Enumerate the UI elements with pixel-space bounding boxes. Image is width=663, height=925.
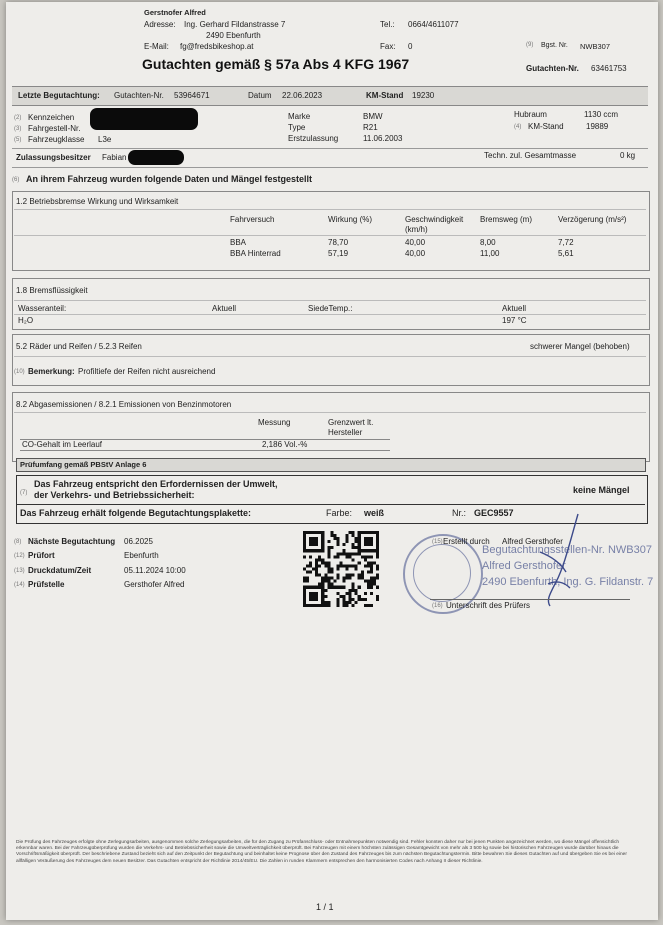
stamp-line-1: Begutachtungsstellen-Nr. NWB307	[482, 544, 652, 556]
signature-scribble	[520, 512, 590, 612]
divider	[14, 300, 646, 301]
brakes-header-fahrversuch: Fahrversuch	[230, 215, 275, 224]
brakes-cell: BBA	[230, 238, 247, 247]
last-nr-label: Gutachten-Nr.	[114, 91, 164, 100]
pruefort-label: Prüfort	[28, 551, 55, 560]
brakes-header-bremsweg: Bremsweg (m)	[480, 215, 533, 224]
fahrgestell-label: Fahrgestell-Nr.	[28, 124, 81, 133]
divider	[14, 314, 646, 315]
marke-label: Marke	[288, 112, 311, 121]
brakes-title: 1.2 Betriebsbremse Wirkung und Wirksamkeit	[16, 197, 179, 206]
pruefstelle-code: (14)	[14, 582, 25, 588]
address-label: Adresse:	[144, 20, 176, 29]
remark-label: Bemerkung:	[28, 367, 75, 376]
kennzeichen-code: (2)	[14, 115, 22, 121]
qr-code	[303, 529, 379, 609]
druck-value: 05.11.2024 10:00	[124, 566, 186, 575]
conformity-result: keine Mängel	[573, 485, 630, 495]
gesamtmasse-label: Techn. zul. Gesamtmasse	[484, 151, 577, 160]
brakes-header-wirkung: Wirkung (%)	[328, 215, 373, 224]
last-inspection-bar	[12, 86, 648, 106]
legal-disclaimer: Die Prüfung des Fahrzeuges erfolgte ohne Zerlegungsarbeiten, ausgenommen solche Zerlegungsarbeiten, die für den Zugang zu Prüfanschluss- oder Entnahmepunkten notwendig sind. Fehler konnten daher nur bei jenen Punkten angezeichnet werden, wo diese Mängel offensichtlich erkennbar waren. Bei der Fahrzeugüberprüfung wurden die Verkehrs- und Betriebssicherheit sowie die Umweltverträglichkeit überprüft. Bei Fahrzeugen mit einem höchsten zulässigen Gesamtgewicht von mehr als 3 500 kg sowie bei historischen Fahrzeugen wurde darüber hinaus die Vorschriftsmäßigkeit überprüft. Der beschriebene Zustand bezieht sich auf den Zeitpunkt der Begutachtung und beinhaltet keine Prognose über den Zustand des Fahrzeuges bis zum nächsten Begutachtungstermin. Bitte bewahren Sie dieses Gutachten auf und übergeben Sie es bei einer allfälligen Veräußerung des Fahrzeuges dem neuen Besitzer. Das Gutachten entspricht der Richtlinie 2014/45/EU. Die Zahlen in runden Klammern entsprechen den harmonisierten Codes nach Anhang II dieser Richtlinie.	[16, 840, 627, 864]
divider	[12, 148, 648, 149]
divider	[14, 235, 646, 236]
gutachten-nr-value: 63461753	[591, 64, 627, 73]
fluid-title: 1.8 Bremsflüssigkeit	[16, 286, 88, 295]
km-value: 19889	[586, 122, 609, 131]
company-name: Gerstnofer Alfred	[144, 8, 206, 17]
address-line1: Ing. Gerhard Fildanstrasse 7	[184, 20, 286, 29]
emissions-co-value: 2,186 Vol.-%	[262, 440, 308, 449]
brakes-cell: 8,00	[480, 238, 496, 247]
fluid-aktuell-label-2: Aktuell	[502, 304, 527, 313]
type-label: Type	[288, 123, 306, 132]
last-date-label: Datum	[248, 91, 272, 100]
signature-line	[430, 599, 630, 600]
fluid-wasseranteil-label: Wasseranteil:	[18, 304, 67, 313]
brakes-cell: 40,00	[405, 249, 426, 258]
brakes-header-verzoegerung: Verzögerung (m/s²)	[558, 215, 627, 224]
email-label: E-Mail:	[144, 42, 169, 51]
fahrgestell-code: (3)	[14, 126, 22, 132]
brakes-cell: 7,72	[558, 238, 574, 247]
klasse-label: Fahrzeugklasse	[28, 135, 85, 144]
brakes-header-geschwindigkeit: Geschwindigkeit (km/h)	[405, 215, 464, 234]
conformity-code: (7)	[20, 490, 28, 496]
plakette-nr-label: Nr.:	[452, 508, 467, 518]
kennzeichen-label: Kennzeichen	[28, 113, 75, 122]
emissions-col-grenzwert: Grenzwert lt.	[328, 418, 374, 427]
brakes-cell: 11,00	[480, 249, 500, 258]
fax-label: Fax:	[380, 42, 396, 51]
erstellt-value: Alfred Gersthofer	[502, 537, 563, 546]
druck-code: (13)	[14, 568, 25, 574]
remark-text: Profiltiefe der Reifen nicht ausreichend	[78, 367, 216, 376]
inspection-report-page	[6, 2, 658, 920]
divider	[17, 504, 645, 505]
gesamtmasse-value: 0 kg	[620, 151, 636, 160]
page-number: 1 / 1	[316, 902, 334, 912]
bgst-label: Bgst. Nr.	[541, 42, 568, 49]
divider	[14, 356, 646, 357]
naechste-value: 06.2025	[124, 537, 153, 546]
last-inspection-label: Letzte Begutachtung:	[18, 91, 100, 100]
type-value: R21	[363, 123, 378, 132]
hubraum-label: Hubraum	[514, 110, 547, 119]
erstzulassung-label: Erstzulassung	[288, 134, 339, 143]
stamp-line-2: Alfred Gersthofer	[482, 560, 566, 572]
brakes-cell: 57,19	[328, 249, 349, 258]
tel-label: Tel.:	[380, 20, 395, 29]
brakes-cell: BBA Hinterrad	[230, 249, 281, 258]
redacted-plate-vin	[90, 108, 198, 130]
brakes-cell: 78,70	[328, 238, 349, 247]
fluid-h2o-value: H₂O	[18, 316, 34, 325]
erstellt-label: Erstellt durch	[443, 537, 490, 546]
last-km-value: 19230	[412, 91, 435, 100]
emissions-col-hersteller: Hersteller	[328, 428, 363, 437]
divider	[12, 167, 648, 168]
bgst-code: (9)	[526, 42, 534, 48]
klasse-code: (5)	[14, 137, 22, 143]
redacted-owner-name	[128, 150, 184, 165]
remark-code: (10)	[14, 369, 25, 375]
marke-value: BMW	[363, 112, 383, 121]
tel-value: 0664/4611077	[408, 20, 459, 29]
farbe-label: Farbe:	[326, 508, 353, 518]
druck-label: Druckdatum/Zeit	[28, 566, 92, 575]
farbe-value: weiß	[364, 508, 385, 518]
fluid-siedetemp-value: 197 °C	[502, 316, 527, 325]
last-date-value: 22.06.2023	[282, 91, 323, 100]
brakes-cell: 40,00	[405, 238, 426, 247]
last-km-label: KM-Stand	[366, 91, 404, 100]
pruefstelle-label: Prüfstelle	[28, 580, 65, 589]
scope-text: Prüfumfang gemäß PBStV Anlage 6	[20, 460, 147, 469]
klasse-value: L3e	[98, 135, 112, 144]
naechste-label: Nächste Begutachtung	[28, 537, 116, 546]
stamp-line-3: 2490 Ebenfurth, Ing. G. Fildanstr. 7	[482, 576, 654, 588]
erstellt-code: (15)	[432, 539, 443, 545]
divider	[14, 209, 646, 210]
emissions-co-label: CO-Gehalt im Leerlauf	[22, 440, 103, 449]
fluid-aktuell-label-1: Aktuell	[212, 304, 237, 313]
conformity-line-2: der Verkehrs- und Betriebssicherheit:	[34, 490, 195, 500]
plakette-label: Das Fahrzeug erhält folgende Begutachtungsplakette:	[20, 508, 252, 518]
divider	[14, 412, 646, 413]
unterschrift-label: Unterschrift des Prüfers	[446, 601, 531, 610]
fax-value: 0	[408, 42, 413, 51]
emissions-title: 8.2 Abgasemissionen / 8.2.1 Emissionen von Benzinmotoren	[16, 400, 232, 409]
plakette-nr-value: GEC9557	[474, 508, 514, 518]
pruefort-value: Ebenfurth	[124, 551, 159, 560]
emissions-col-messung: Messung	[258, 418, 291, 427]
unterschrift-code: (16)	[432, 603, 443, 609]
fluid-siedetemp-label: SiedeTemp.:	[308, 304, 353, 313]
bgst-value: NWB307	[580, 42, 611, 51]
hubraum-value: 1130 ccm	[584, 110, 619, 119]
pruefort-code: (12)	[14, 553, 25, 559]
km-code: (4)	[514, 124, 522, 130]
besitzer-value: Fabian	[102, 153, 127, 162]
pruefstelle-value: Gersthofer Alfred	[124, 580, 185, 589]
erstzulassung-value: 11.06.2003	[363, 134, 403, 143]
km-label: KM-Stand	[528, 122, 564, 131]
tyres-title: 5.2 Räder und Reifen / 5.2.3 Reifen	[16, 342, 142, 351]
naechste-code: (8)	[14, 539, 22, 545]
divider	[20, 450, 390, 451]
brakes-cell: 5,61	[558, 249, 574, 258]
besitzer-label: Zulassungsbesitzer	[16, 153, 91, 162]
conformity-line-1: Das Fahrzeug entspricht den Erfordernissen der Umwelt,	[34, 479, 278, 489]
email-value: fg@fredsbikeshop.at	[180, 42, 254, 51]
gutachten-nr-label: Gutachten-Nr.	[526, 64, 579, 73]
tyres-status: schwerer Mangel (behoben)	[530, 342, 630, 351]
page-title: Gutachten gemäß § 57a Abs 4 KFG 1967	[142, 56, 410, 72]
findings-heading: An ihrem Fahrzeug wurden folgende Daten und Mängel festgestellt	[26, 174, 313, 184]
last-nr-value: 53964671	[174, 91, 210, 100]
address-line2: 2490 Ebenfurth	[206, 31, 261, 40]
findings-code: (6)	[12, 177, 20, 183]
